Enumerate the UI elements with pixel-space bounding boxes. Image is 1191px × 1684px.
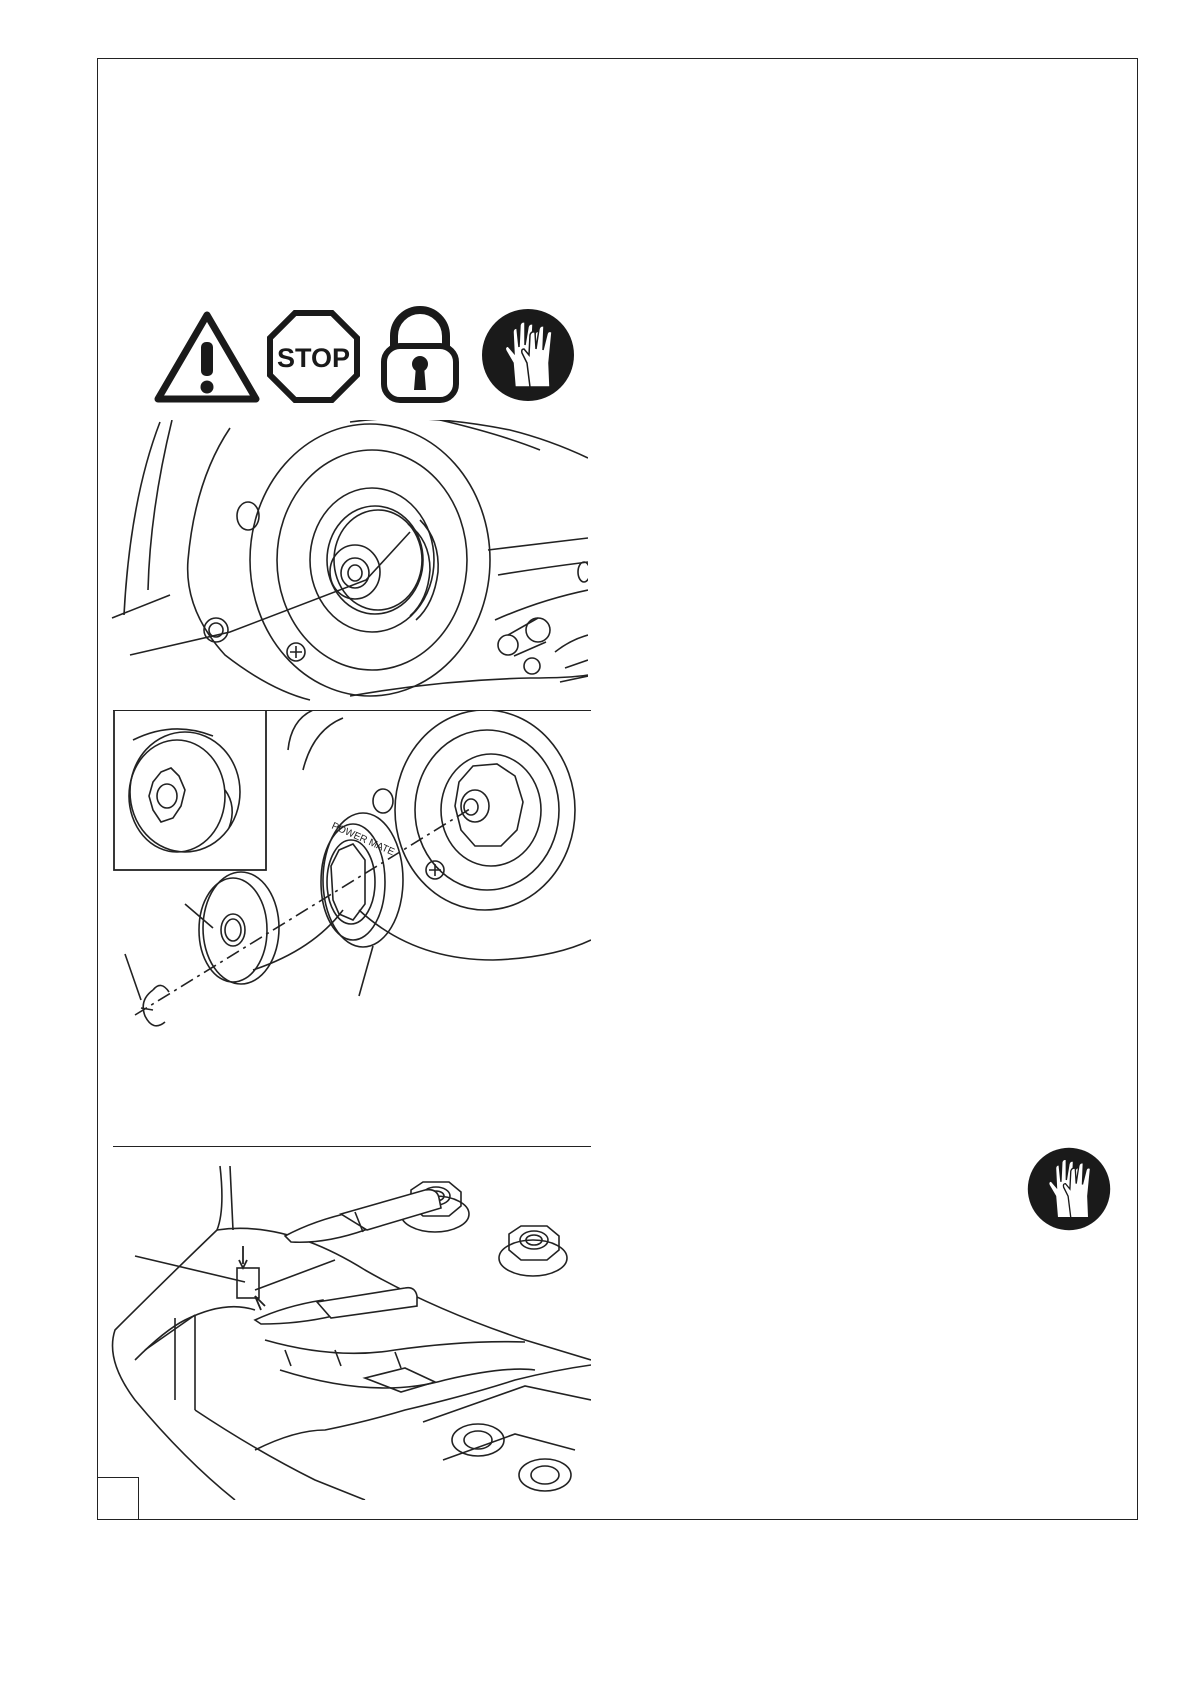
protective-gloves-icon <box>480 307 576 403</box>
figure-clutch-drum <box>110 420 588 702</box>
figure-sprocket-assembly <box>113 710 591 1055</box>
padlock-icon <box>378 306 462 404</box>
page-number-box <box>97 1477 139 1520</box>
warning-triangle-icon <box>153 309 261 404</box>
stop-sign-icon <box>266 309 361 404</box>
protective-gloves-icon <box>1026 1146 1112 1232</box>
sprocket-rim-text: POWER MATE <box>329 820 397 859</box>
figure-divider-2 <box>113 1146 591 1147</box>
figure-chain-catcher <box>105 1160 591 1500</box>
stop-sign-label: STOP <box>276 343 351 373</box>
